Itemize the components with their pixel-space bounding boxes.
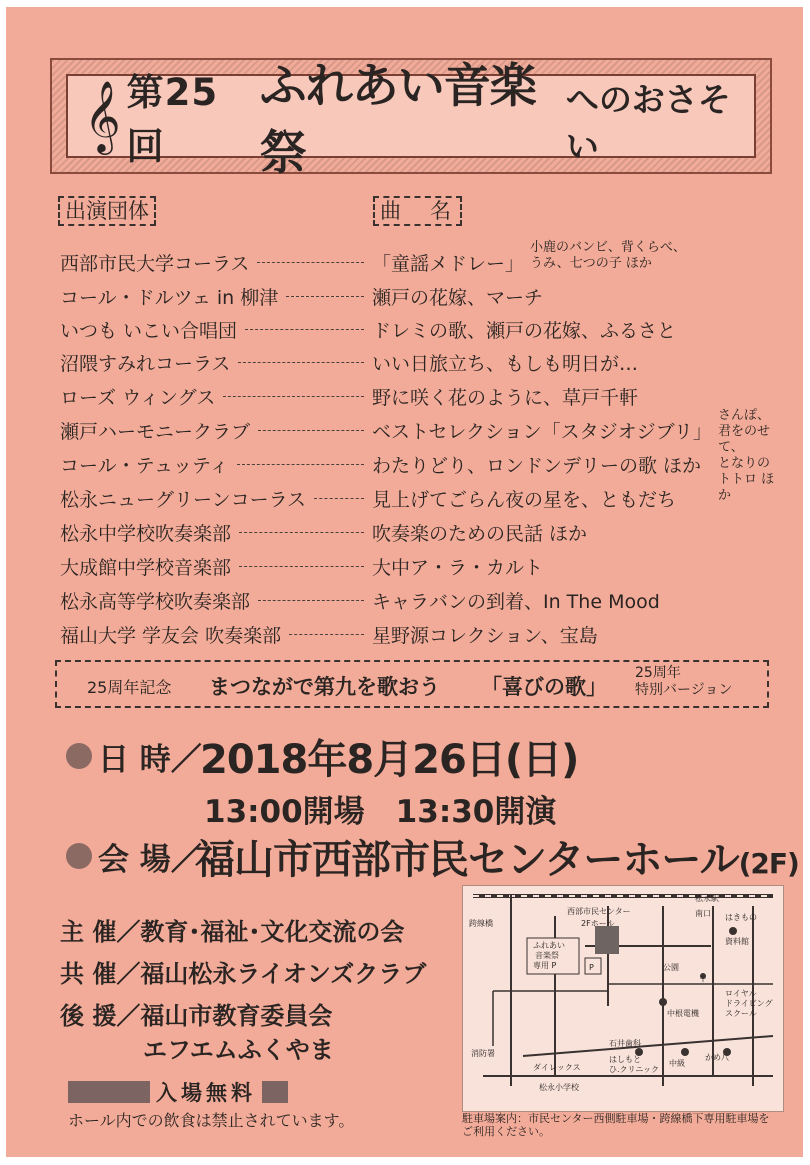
venue-bullet-icon (66, 843, 92, 869)
cohost: 共 催／福山松永ライオンズクラブ (60, 960, 427, 988)
program-row (60, 550, 780, 582)
song-title: キャラバンの到着、In The Mood (372, 590, 660, 613)
program-row (60, 380, 780, 412)
parking-note-1: 駐車場案内：市民センター西側駐車場・跨線橋下専用駐車場を (462, 1112, 770, 1125)
program-row (60, 448, 780, 480)
host: 主 催／教育･福祉･文化交流の会 (60, 918, 405, 946)
event-date: 2018年8月26日(日) (200, 737, 579, 783)
song-title: 「童謡メドレー」 (372, 252, 525, 275)
program-row (60, 346, 780, 378)
song-title: 野に咲く花のように、草戸千軒 (372, 386, 639, 409)
map-museum-label: はきもの (725, 913, 757, 922)
song-title: 吹奏楽のための民話 ほか (372, 522, 588, 545)
song-title: ドレミの歌、瀬戸の花嫁、ふるさと (372, 319, 677, 342)
map-hall-label: 2Fホール (581, 919, 615, 928)
song-title: 見上げてごらん夜の星を、ともだち (372, 488, 677, 511)
map-p-label: P (589, 963, 594, 972)
parking-note-2: ご利用ください。 (462, 1125, 550, 1138)
program-row (60, 313, 780, 345)
leader-dots (239, 532, 364, 533)
performer-name: 瀬戸ハーモニークラブ (60, 420, 251, 443)
leader-dots (258, 430, 364, 431)
event-times: 13:00開場 13:30開演 (204, 794, 557, 830)
song-title: 星野源コレクション、宝島 (372, 624, 598, 647)
song-note-line: うみ、七つの子 ほか (530, 256, 652, 271)
special-song: 「喜びの歌」 (481, 675, 607, 699)
leader-dots (223, 396, 364, 397)
admission-free: 入場無料 (150, 1077, 262, 1107)
access-map (462, 885, 784, 1112)
song-title: いい日旅立ち、もしも明日が… (372, 352, 639, 375)
map-station-label: 松永駅 (695, 894, 719, 903)
performer-name: 松永ニューグリーンコーラス (60, 488, 307, 511)
program-row (60, 240, 780, 278)
performer-name: 大成館中学校音楽部 (60, 556, 232, 579)
performer-name: コール・テュッティ (60, 454, 229, 477)
support-2: エフエムふくやま (143, 1036, 334, 1064)
edition-number: 第25回 (126, 71, 219, 168)
title-banner (50, 58, 772, 181)
support: 後 援／福山市教育委員会 (60, 1002, 333, 1030)
map-south-exit-label: 南口 (695, 909, 711, 918)
map-parking-label: ふれあい (533, 941, 565, 950)
performer-name: 松永高等学校吹奏楽部 (60, 590, 251, 613)
leader-dots (286, 296, 364, 297)
program-row (60, 618, 780, 650)
venue-floor: (2F) (738, 847, 799, 880)
performers-header: 出演団体 (58, 196, 156, 226)
leader-dots (314, 498, 364, 499)
songs-header: 曲 名 (373, 196, 462, 226)
datetime-label: 日 時／ (98, 742, 202, 778)
song-title: 大中ア・ラ・カルト (372, 556, 544, 579)
map-post-label: 〒 (699, 975, 707, 984)
treble-clef-icon: 𝄞 (84, 79, 121, 152)
special-note (635, 665, 732, 699)
song-note-line: さんぽ、君をのせて、 (718, 408, 771, 455)
map-clinic-label: はしもと (609, 1055, 641, 1064)
map-nakane-label: 中根電機 (667, 1009, 699, 1018)
map-parking-label-2: 音楽祭 (535, 951, 559, 960)
performer-name: 松永中学校吹奏楽部 (60, 522, 232, 545)
leader-dots (289, 634, 364, 635)
special-note-1: 25周年 (635, 665, 681, 681)
leader-dots (238, 362, 364, 363)
leader-dots (239, 566, 364, 567)
song-title: 瀬戸の花嫁、マーチ (372, 286, 544, 309)
special-note-2: 特別バージョン (635, 682, 733, 698)
parking-note (462, 1112, 792, 1138)
special-section (55, 660, 769, 708)
song-note (530, 240, 686, 272)
leader-dots (258, 600, 364, 601)
leader-dots (245, 329, 364, 330)
program-row (60, 584, 780, 616)
venue-name (195, 828, 799, 885)
performer-name: 福山大学 学友会 吹奏楽部 (60, 624, 282, 647)
admission-bar (68, 1081, 288, 1103)
performer-name: いつも いこい合唱団 (60, 319, 238, 342)
program-row (60, 482, 780, 514)
song-title: ベストセレクション「スタジオジブリ」 (372, 420, 712, 443)
map-museum-label-2: 資料館 (725, 937, 749, 946)
song-note-line: 小鹿のバンビ、背くらべ、 (530, 240, 686, 255)
event-subtitle: へのおさそい (565, 80, 731, 166)
map-park-label: 公園 (663, 963, 679, 972)
leader-dots (237, 464, 364, 465)
datetime-bullet-icon (66, 743, 92, 769)
venue-label: 会 場／ (98, 842, 202, 878)
map-dailex-label: ダイレックス (533, 1063, 581, 1072)
no-food-notice: ホール内での飲食は禁止されています。 (68, 1111, 355, 1130)
song-title: わたりどり、ロンドンデリーの歌 ほか (372, 454, 702, 477)
map-parking-label-3: 専用 P (533, 961, 557, 970)
map-dental-label: 石井歯科 (609, 1039, 641, 1048)
event-title: ふれあい音楽祭 (259, 59, 536, 181)
venue-name-text: 福山市西部市民センターホール (195, 837, 739, 883)
program-row (60, 280, 780, 312)
map-clinic-label-2: ひ.クリニック (609, 1065, 660, 1074)
map-royal-label-2: ドライビング (725, 999, 773, 1008)
map-center-label: 西部市民センター (567, 907, 631, 916)
map-nakaban-label: 中級 (669, 1059, 685, 1068)
map-fire-label: 消防署 (471, 1049, 495, 1058)
map-school-label: 松永小学校 (539, 1083, 579, 1092)
program-row (60, 516, 780, 548)
map-royal-label-3: スクール (725, 1009, 757, 1018)
leader-dots (257, 262, 364, 263)
performer-name: ローズ ウィングス (60, 386, 216, 409)
map-bridge-label: 跨線橋 (469, 919, 493, 928)
map-royal-label: ロイヤル (725, 989, 757, 998)
map-kame-label: かめ八 (705, 1053, 729, 1062)
performer-name: 西部市民大学コーラス (60, 252, 250, 275)
performer-name: コール・ドルツェ in 柳津 (60, 286, 279, 309)
performer-name: 沼隈すみれコーラス (60, 352, 231, 375)
special-label: 25周年記念 (87, 678, 172, 697)
song-note-line: となりのトトロ ほか (718, 456, 775, 503)
special-title: まつながで第九を歌おう (209, 675, 440, 699)
